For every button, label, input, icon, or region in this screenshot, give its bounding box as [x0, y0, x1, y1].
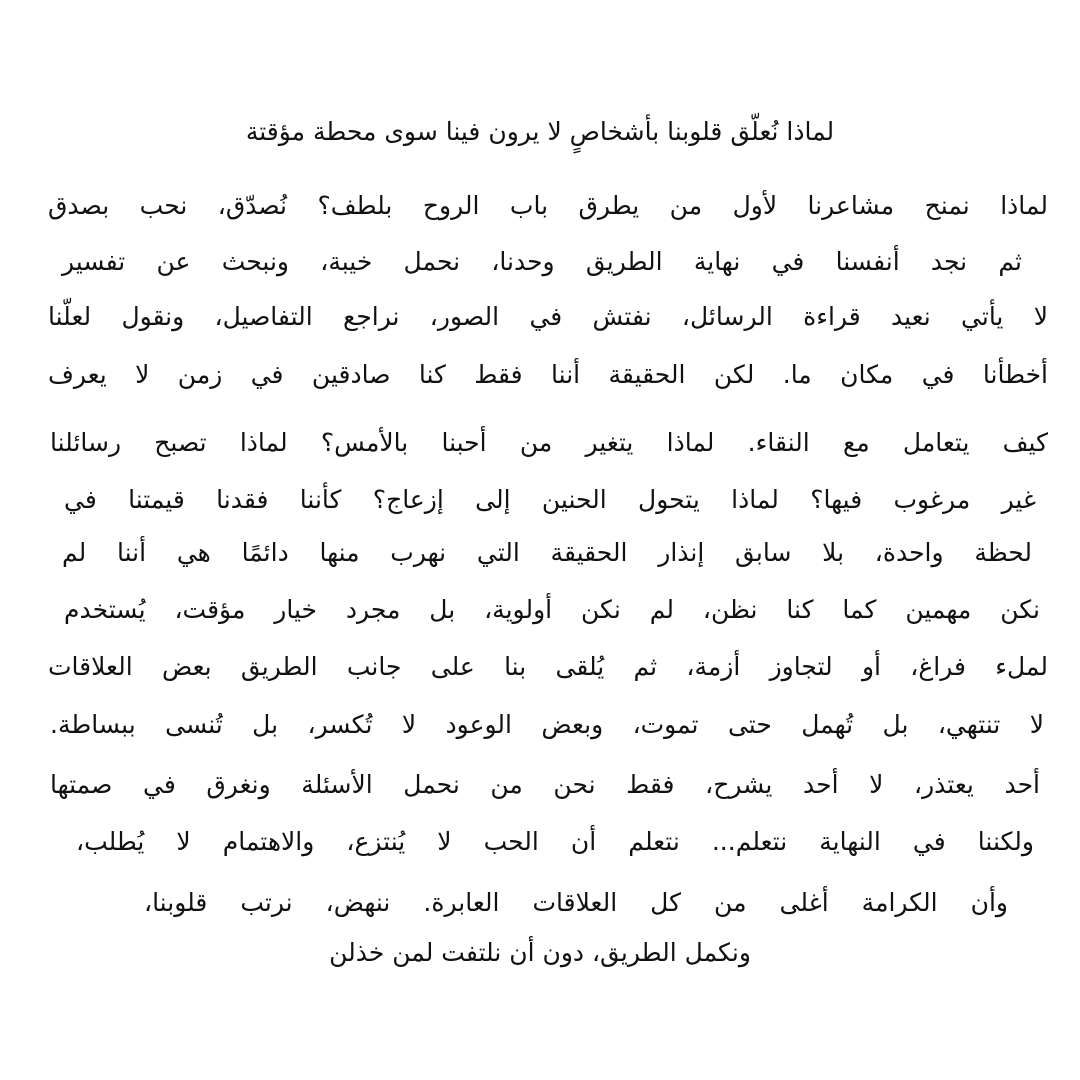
- text-line: لماذا نمنح مشاعرنا لأول من يطرق باب الروح بلطف؟ نُصدّق، نحب بصدق: [48, 191, 1048, 220]
- text-line: لا تنتهي، بل تُهمل حتى تموت، وبعض الوعود لا تُكسر، بل تُنسى ببساطة.: [50, 710, 1044, 739]
- title-line: لماذا نُعلّق قلوبنا بأشخاصٍ لا يرون فينا سوى محطة مؤقتة: [245, 117, 835, 146]
- text-line: لا يأتي نعيد قراءة الرسائل، نفتش في الصور، نراجع التفاصيل، ونقول لعلّنا: [48, 302, 1048, 331]
- text-line: نكن مهمين كما كنا نظن، لم نكن أولوية، بل مجرد خيار مؤقت، يُستخدم: [64, 595, 1040, 624]
- text-line: أخطأنا في مكان ما. لكن الحقيقة أننا فقط كنا صادقين في زمن لا يعرف: [48, 360, 1048, 389]
- text-line: أحد يعتذر، لا أحد يشرح، فقط نحن من نحمل الأسئلة ونغرق في صمتها: [50, 770, 1040, 799]
- text-line: لحظة واحدة، بلا سابق إنذار الحقيقة التي نهرب منها دائمًا هي أننا لم: [62, 538, 1032, 567]
- text-line: ثم نجد أنفسنا في نهاية الطريق وحدنا، نحمل خيبة، ونبحث عن تفسير: [62, 247, 1022, 276]
- text-line: ولكننا في النهاية نتعلم... نتعلم أن الحب لا يُنتزع، والاهتمام لا يُطلب،: [76, 827, 1034, 856]
- text-line: كيف يتعامل مع النقاء. لماذا يتغير من أحبنا بالأمس؟ لماذا تصبح رسائلنا: [50, 428, 1048, 457]
- text-line: وأن الكرامة أغلى من كل العلاقات العابرة. ننهض، نرتب قلوبنا،: [144, 888, 1008, 917]
- text-line: غير مرغوب فيها؟ لماذا يتحول الحنين إلى إزعاج؟ كأننا فقدنا قيمتنا في: [64, 485, 1036, 514]
- text-line: ونكمل الطريق، دون أن نلتفت لمن خذلن: [329, 938, 751, 967]
- text-line: لملء فراغ، أو لتجاوز أزمة، ثم يُلقى بنا على جانب الطريق بعض العلاقات: [48, 652, 1048, 681]
